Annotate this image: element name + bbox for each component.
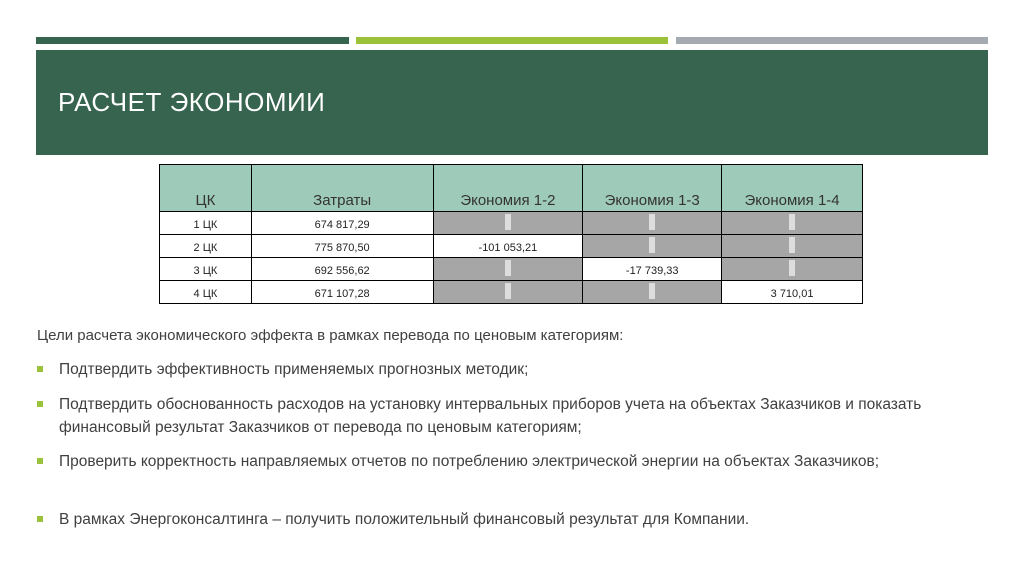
- cell-marker: [649, 237, 655, 253]
- cell-empty: [722, 235, 863, 258]
- header-ck: ЦК: [160, 165, 252, 212]
- cell-economy-1-4: 3 710,01: [722, 281, 863, 304]
- cell-marker: [789, 214, 795, 230]
- title-banner: [36, 50, 988, 155]
- intro-text: Цели расчета экономического эффекта в рамках перевода по ценовым категориям:: [37, 327, 624, 344]
- top-stripe-light-green: [356, 37, 668, 44]
- cell-economy-1-2: -101 053,21: [433, 235, 583, 258]
- cell-empty: [722, 212, 863, 235]
- cell-marker: [649, 214, 655, 230]
- cell-ck: 1 ЦК: [160, 212, 252, 235]
- header-economy-1-3: Экономия 1-3: [583, 165, 722, 212]
- bullet-marker: [37, 516, 43, 522]
- bullet-item: [37, 358, 987, 381]
- header-cost: Затраты: [251, 165, 433, 212]
- cell-marker: [649, 283, 655, 299]
- cell-empty: [433, 212, 583, 235]
- table-row: [160, 235, 863, 258]
- top-stripe-dark-green: [36, 37, 349, 44]
- bullet-marker: [37, 458, 43, 464]
- cell-empty: [583, 281, 722, 304]
- top-stripe-gray: [676, 37, 988, 44]
- cell-marker: [505, 283, 511, 299]
- bullet-marker: [37, 401, 43, 407]
- bullet-item: [37, 450, 987, 473]
- cell-marker: [505, 214, 511, 230]
- economy-table: [159, 164, 863, 304]
- cell-ck: 2 ЦК: [160, 235, 252, 258]
- cell-empty: [583, 235, 722, 258]
- cell-empty: [722, 258, 863, 281]
- cell-empty: [433, 281, 583, 304]
- cell-marker: [789, 237, 795, 253]
- cell-cost: 674 817,29: [251, 212, 433, 235]
- header-economy-1-2: Экономия 1-2: [433, 165, 583, 212]
- table-row: [160, 258, 863, 281]
- bullet-text: Подтвердить эффективность применяемых прогнозных методик;: [59, 361, 529, 378]
- bullet-text: В рамках Энергоконсалтинга – получить положительный финансовый результат для Компании.: [59, 511, 750, 528]
- cell-ck: 4 ЦК: [160, 281, 252, 304]
- cell-marker: [789, 260, 795, 276]
- cell-cost: 671 107,28: [251, 281, 433, 304]
- cell-empty: [433, 258, 583, 281]
- table-row: [160, 281, 863, 304]
- bullet-item: [37, 393, 987, 439]
- cell-empty: [583, 212, 722, 235]
- cell-economy-1-3: -17 739,33: [583, 258, 722, 281]
- bullet-text: Проверить корректность направляемых отчетов по потреблению электрической энергии на объектах Заказчиков;: [59, 453, 879, 470]
- cell-cost: 775 870,50: [251, 235, 433, 258]
- header-economy-1-4: Экономия 1-4: [722, 165, 863, 212]
- bullet-marker: [37, 366, 43, 372]
- table-header-row: [160, 165, 863, 212]
- slide-title: РАСЧЕТ ЭКОНОМИИ: [58, 87, 326, 117]
- bullet-item: [37, 508, 987, 531]
- cell-cost: 692 556,62: [251, 258, 433, 281]
- cell-marker: [505, 260, 511, 276]
- cell-ck: 3 ЦК: [160, 258, 252, 281]
- table-row: [160, 212, 863, 235]
- bullet-text: Подтвердить обоснованность расходов на установку интервальных приборов учета на объектах Заказчиков и показать финансовый результат Заказчиков от перевода по ценовым категориям;: [59, 396, 922, 436]
